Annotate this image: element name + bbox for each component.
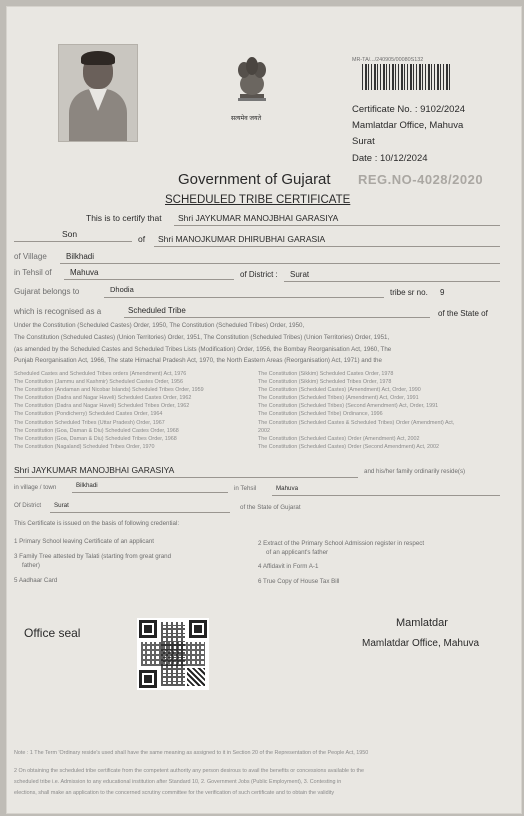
order-right-item: The Constitution (Sikkim) Scheduled Castes Order, 1978 bbox=[258, 371, 394, 377]
resident-suffix: and his/her family ordinarily reside(s) bbox=[364, 468, 466, 475]
order-line-1: Under the Constitution (Scheduled Castes) Order, 1950, The Constitution (Scheduled Tribes) Order, 1950, bbox=[14, 322, 305, 329]
emblem-caption: सत्यमेव जयते bbox=[231, 115, 262, 122]
barcode-text: MR-TA/.../240905/00080S132 bbox=[352, 57, 424, 63]
father-name: Shri MANOJKUMAR DHIRUBHAI GARASIA bbox=[158, 234, 326, 244]
order-right-item: The Constitution (Scheduled Castes) (Amendment) Act, Order, 1990 bbox=[258, 387, 421, 394]
order-left-item: The Constitution (Goa, Daman & Diu) Scheduled Tribes Order, 1968 bbox=[14, 435, 177, 442]
order-right-item: The Constitution (Scheduled Tribes) (Second Amendment) Act, Order, 1991 bbox=[258, 403, 439, 410]
order-line-4: Punjab Reorganisation Act, 1966, The state Himachal Pradesh Act, 1970, the North Eastern Areas (Reorganisation) Act, 1971) and the bbox=[14, 357, 382, 364]
relation: Son bbox=[62, 229, 78, 239]
of-label: of bbox=[138, 234, 146, 244]
basis-item: 4 Affidavit in Form A-1 bbox=[258, 563, 319, 570]
basis-item: 6 True Copy of House Tax Bill bbox=[258, 578, 340, 585]
order-left-item: The Constitution (Andaman and Nicobar Islands) Scheduled Tribes Order, 1959 bbox=[14, 387, 204, 394]
district-label: of District : bbox=[240, 270, 278, 279]
tehsil-label: in Tehsil of bbox=[14, 268, 52, 277]
orders-left bbox=[14, 370, 204, 451]
order-right-item: The Constitution (Scheduled Castes & Scheduled Tribes) Order (Amendment) Act, bbox=[258, 419, 455, 426]
order-left-item: The Constitution Scheduled Tribes (Uttar Pradesh) Order, 1967 bbox=[14, 419, 165, 426]
government-heading: Government of Gujarat bbox=[178, 171, 331, 188]
basis-heading: This Certificate is issued on the basis of following credential: bbox=[14, 520, 180, 527]
order-line-3: (as amended by the Scheduled Castes and Scheduled Tribes Lists (Modification) Order, 1956, the Bombay Reorganisation Act, 1960, The bbox=[14, 346, 392, 353]
tehsil-value: Mahuva bbox=[70, 268, 99, 277]
order-left-item: The Constitution (Dadra and Nagar Haveli) Scheduled Tribes Order, 1962 bbox=[14, 403, 190, 410]
village-town-label: in village / town bbox=[14, 484, 57, 491]
signatory-title: Mamlatdar bbox=[396, 617, 448, 629]
order-left-item: The Constitution (Pondicherry) Scheduled Castes Order, 1964 bbox=[14, 411, 163, 418]
order-right-item: The Constitution (Scheduled Castes) Order (Second Amendment) Act, 2002 bbox=[258, 443, 439, 450]
basis-item: father) bbox=[22, 562, 40, 569]
district2-label: Of District bbox=[14, 502, 42, 509]
basis-item: 3 Family Tree attested by Talati (starting from great grand bbox=[14, 553, 172, 560]
basis-item: of an applicant's father bbox=[266, 549, 329, 556]
tribe-sr-value: 9 bbox=[440, 288, 445, 297]
note-line: Note : 1 The Term 'Ordinary reside's used shall have the same meaning as assigned to it in Section 20 of the Representation of the People Act, 1950 bbox=[14, 750, 369, 756]
basis-item: 5 Aadhaar Card bbox=[14, 577, 58, 584]
order-left-item: Scheduled Castes and Scheduled Tribes orders (Amendment) Act, 1976 bbox=[14, 371, 187, 377]
qr-code bbox=[137, 618, 209, 690]
order-line-2: The Constitution (Scheduled Castes) (Union Territories) Order, 1951, The Constitution (Scheduled Tribes) (Union Territories) Order, 1951, bbox=[14, 334, 390, 341]
village-label: of Village bbox=[14, 252, 47, 261]
order-left-item: The Constitution (Dadra and Nagar Haveli) Scheduled Castes Order, 1962 bbox=[14, 395, 192, 402]
national-emblem-icon bbox=[232, 54, 272, 112]
village-value: Bilkhadi bbox=[66, 252, 95, 261]
barcode bbox=[362, 64, 450, 90]
tehsil2-label: in Tehsil bbox=[234, 485, 257, 492]
certificate-number: Certificate No. : 9102/2024 bbox=[352, 104, 466, 115]
signatory-office: Mamlatdar Office, Mahuva bbox=[362, 638, 480, 649]
order-right-item: The Constitution (Scheduled Tribes) (Amendment) Act, Order, 1991 bbox=[258, 395, 419, 402]
order-right-item: The Constitution (Scheduled Castes) Order (Amendment) Act, 2002 bbox=[258, 435, 420, 442]
office-seal-label: Office seal bbox=[24, 626, 81, 640]
recognised-value: Scheduled Tribe bbox=[128, 306, 186, 315]
state-label: Gujarat belongs to bbox=[14, 287, 80, 296]
resident-name: Shri JAYKUMAR MANOJBHAI GARASIYA bbox=[14, 465, 175, 475]
district-value: Surat bbox=[290, 270, 310, 279]
order-left-item: The Constitution (Goa, Daman & Diu) Scheduled Castes Order, 1968 bbox=[14, 427, 179, 434]
order-left-item: The Constitution (Jammu and Kashmir) Scheduled Castes Order, 1956 bbox=[14, 379, 183, 386]
basis-item: 1 Primary School leaving Certificate of an applicant bbox=[14, 538, 154, 545]
issue-date: Date : 10/12/2024 bbox=[352, 153, 428, 164]
issuing-place: Surat bbox=[352, 136, 375, 147]
state-of-label: of the State of bbox=[438, 309, 488, 318]
note-line: elections, shall make an application to the concerned scrutiny committee for the verification of such certificate and to obtain the validity bbox=[14, 790, 335, 796]
issuing-office: Mamlatdar Office, Mahuva bbox=[352, 120, 464, 131]
applicant-photo bbox=[58, 44, 138, 142]
recognised-label: which is recognised as a bbox=[14, 307, 102, 316]
order-right-item: The Constitution (Sikkim) Scheduled Tribes Order, 1978 bbox=[258, 379, 392, 386]
district2-value: Surat bbox=[54, 502, 69, 509]
order-right-item: The Constitution (Scheduled Tribe) Ordinance, 1996 bbox=[258, 411, 383, 418]
village-town-value: Bilkhadi bbox=[76, 482, 98, 489]
certify-prefix: This is to certify that bbox=[86, 213, 162, 223]
holder-name: Shri JAYKUMAR MANOJBHAI GARASIYA bbox=[178, 213, 339, 223]
registration-stamp: REG.NO-4028/2020 bbox=[358, 172, 484, 187]
certificate-title: SCHEDULED TRIBE CERTIFICATE bbox=[165, 194, 351, 206]
basis-item: 2 Extract of the Primary School Admission register in respect bbox=[258, 540, 425, 547]
order-right-item: 2002 bbox=[258, 427, 270, 434]
note-line: scheduled tribe i.e. Admission to any educational institution after Standard 10, 2. Government Jobs (Public Employment), 3. Contesting in bbox=[14, 779, 342, 785]
tribe-sr-label: tribe sr no. bbox=[390, 288, 428, 297]
tehsil2-value: Mahuva bbox=[276, 485, 299, 492]
orders-right bbox=[258, 370, 454, 451]
tribe-value: Dhodia bbox=[110, 285, 134, 294]
note-line: 2 On obtaining the scheduled tribe certificate from the competent authority any person desirous to avail the benefits or concessions available to the bbox=[14, 768, 364, 774]
order-left-item: The Constitution (Nagaland) Scheduled Tribes Order, 1970 bbox=[14, 443, 155, 450]
state2: of the State of Gujarat bbox=[240, 504, 301, 511]
